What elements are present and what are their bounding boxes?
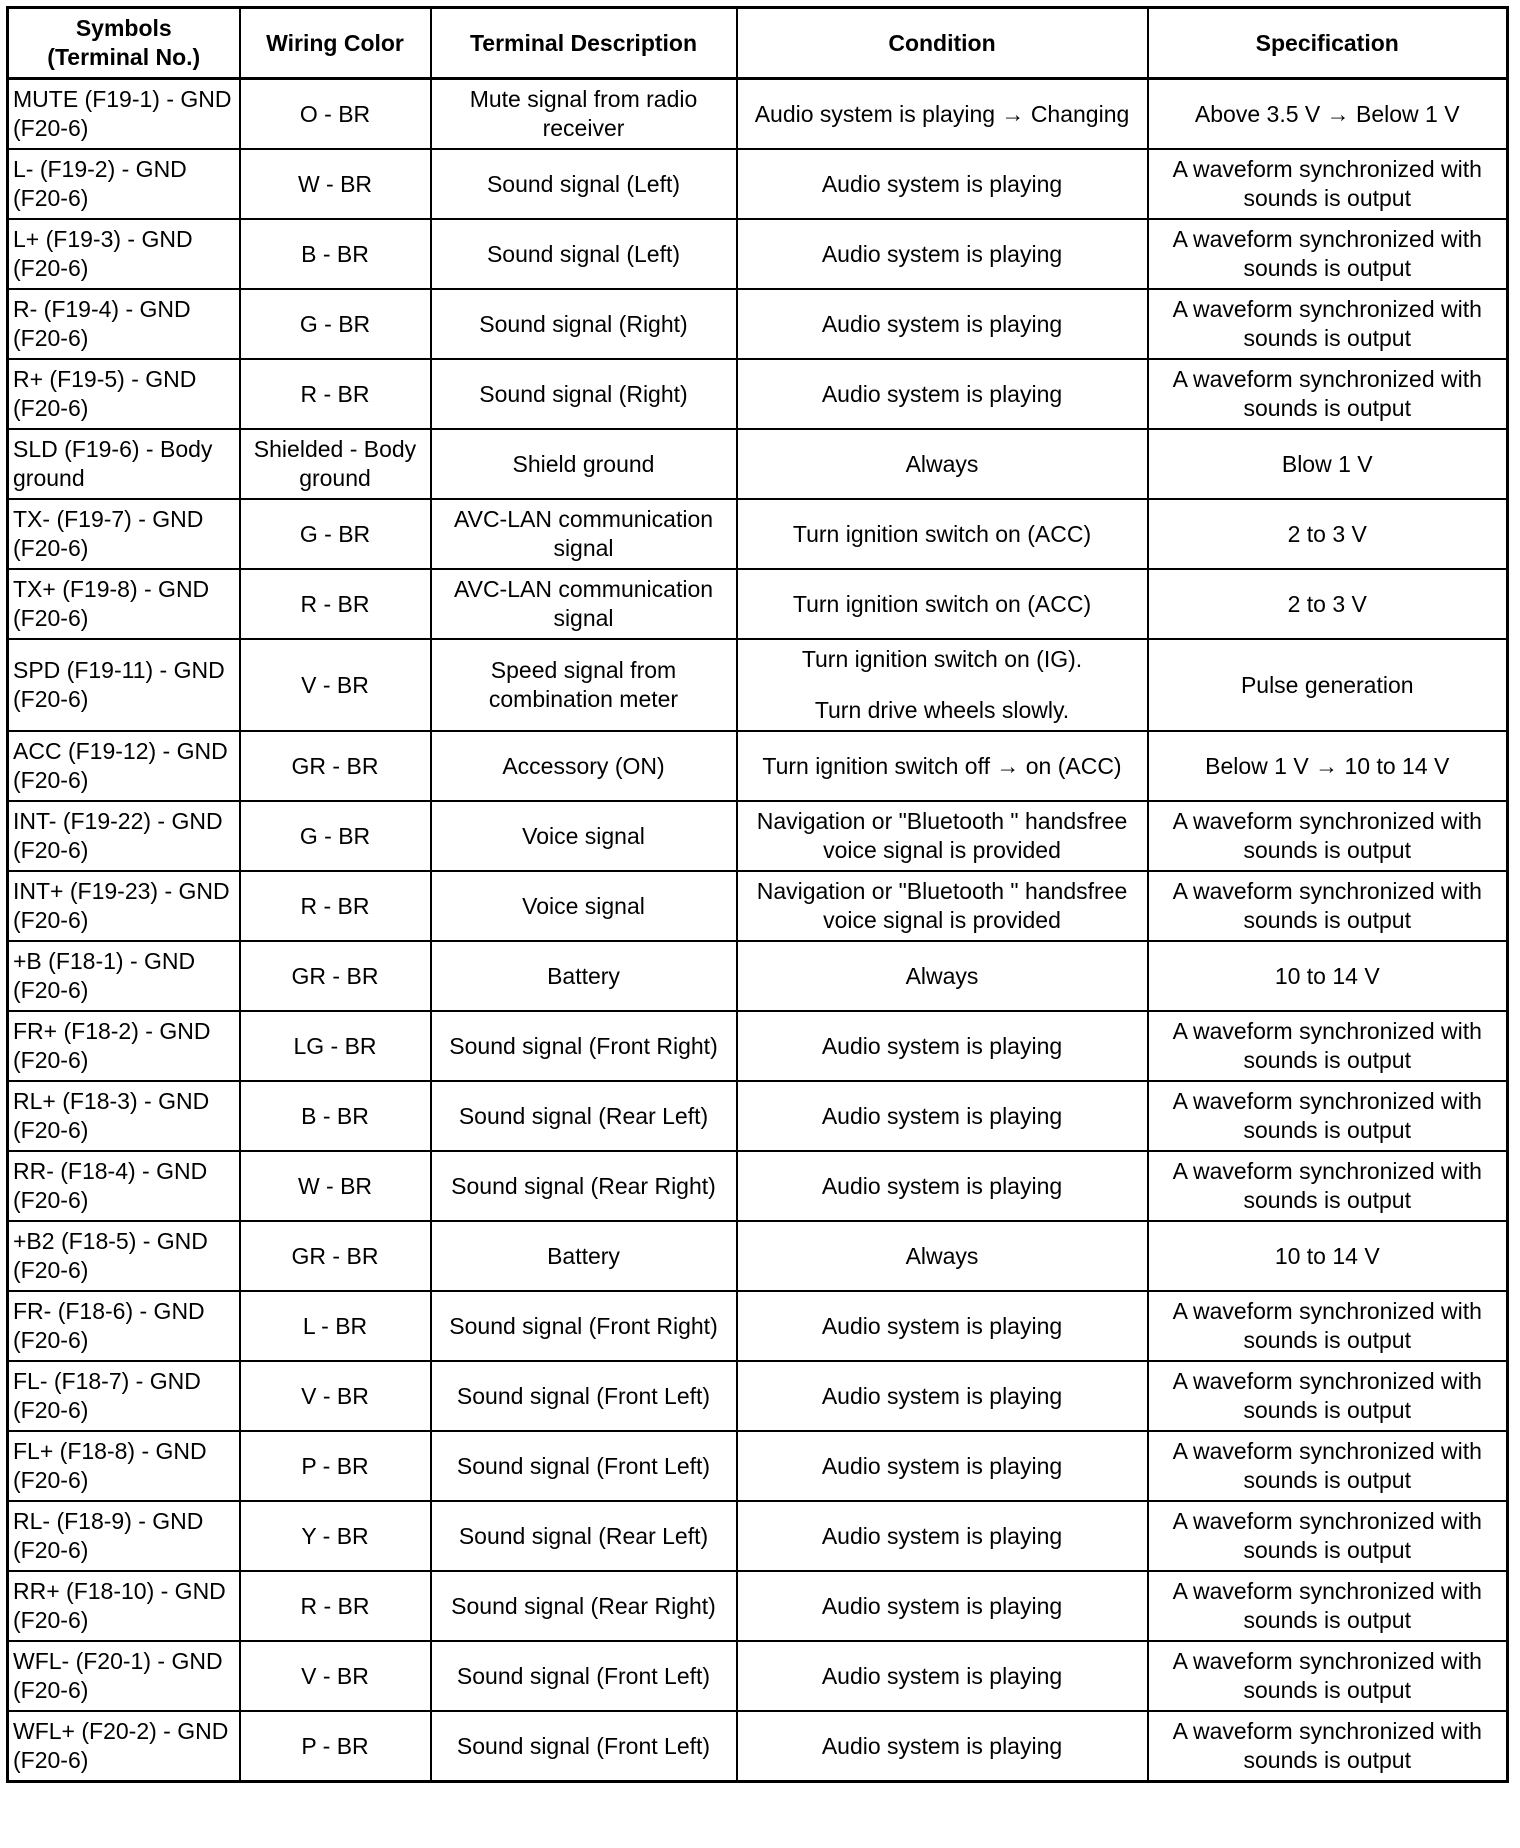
cell-specification: A waveform synchronized with sounds is output: [1148, 149, 1508, 219]
cell-wiring-color: V - BR: [240, 1361, 431, 1431]
cell-specification: A waveform synchronized with sounds is output: [1148, 1081, 1508, 1151]
cell-terminal-description: Sound signal (Rear Left): [431, 1081, 737, 1151]
cell-specification: A waveform synchronized with sounds is output: [1148, 1571, 1508, 1641]
cell-specification: Pulse generation: [1148, 639, 1508, 731]
cell-wiring-color: P - BR: [240, 1711, 431, 1782]
header-symbols-label: Symbols (Terminal No.): [47, 15, 201, 70]
table-row: [8, 79, 1508, 150]
cell-specification: Below 1 V → 10 to 14 V: [1148, 731, 1508, 801]
cell-terminal-description: AVC-LAN communication signal: [431, 569, 737, 639]
cell-specification: A waveform synchronized with sounds is output: [1148, 871, 1508, 941]
cell-condition: Turn ignition switch off → on (ACC): [737, 731, 1148, 801]
cell-wiring-color: L - BR: [240, 1291, 431, 1361]
cell-condition: Audio system is playing: [737, 219, 1148, 289]
cell-symbol: R+ (F19-5) - GND (F20-6): [8, 359, 240, 429]
table-row: [8, 1361, 1508, 1431]
cell-wiring-color: R - BR: [240, 569, 431, 639]
cell-condition: [737, 639, 1148, 731]
cell-condition: Audio system is playing: [737, 1501, 1148, 1571]
cell-condition: Navigation or "Bluetooth " handsfree voice signal is provided: [737, 801, 1148, 871]
cell-terminal-description: Shield ground: [431, 429, 737, 499]
condition-line: Turn ignition switch on (IG).: [801, 646, 1083, 672]
cell-specification: A waveform synchronized with sounds is output: [1148, 1011, 1508, 1081]
cell-wiring-color: P - BR: [240, 1431, 431, 1501]
cell-symbol: INT+ (F19-23) - GND (F20-6): [8, 871, 240, 941]
cell-symbol: RL+ (F18-3) - GND (F20-6): [8, 1081, 240, 1151]
cell-terminal-description: Mute signal from radio receiver: [431, 79, 737, 150]
cell-wiring-color: Y - BR: [240, 1501, 431, 1571]
cell-condition: Navigation or "Bluetooth " handsfree voice signal is provided: [737, 871, 1148, 941]
cell-symbol: FL- (F18-7) - GND (F20-6): [8, 1361, 240, 1431]
table-row: [8, 499, 1508, 569]
cell-terminal-description: Battery: [431, 941, 737, 1011]
table-row: [8, 871, 1508, 941]
cell-terminal-description: Battery: [431, 1221, 737, 1291]
cell-wiring-color: R - BR: [240, 1571, 431, 1641]
cell-specification: Above 3.5 V → Below 1 V: [1148, 79, 1508, 150]
table-row: [8, 1571, 1508, 1641]
cell-terminal-description: Sound signal (Rear Right): [431, 1571, 737, 1641]
table-row: [8, 731, 1508, 801]
table-row: [8, 1081, 1508, 1151]
cell-symbol: TX- (F19-7) - GND (F20-6): [8, 499, 240, 569]
terminal-table: [6, 6, 1509, 1783]
table-row: [8, 941, 1508, 1011]
cell-wiring-color: O - BR: [240, 79, 431, 150]
cell-terminal-description: Sound signal (Front Left): [431, 1431, 737, 1501]
cell-symbol: FR+ (F18-2) - GND (F20-6): [8, 1011, 240, 1081]
cell-terminal-description: Sound signal (Left): [431, 219, 737, 289]
cell-condition: Audio system is playing: [737, 1571, 1148, 1641]
table-header-row: [8, 8, 1508, 79]
cell-condition: Audio system is playing → Changing: [737, 79, 1148, 150]
table-body: [8, 79, 1508, 1782]
cell-terminal-description: Sound signal (Front Right): [431, 1011, 737, 1081]
table-row: [8, 639, 1508, 731]
cell-symbol: FL+ (F18-8) - GND (F20-6): [8, 1431, 240, 1501]
cell-terminal-description: Sound signal (Front Right): [431, 1291, 737, 1361]
cell-terminal-description: Speed signal from combination meter: [431, 639, 737, 731]
header-condition: Condition: [737, 8, 1148, 79]
cell-wiring-color: G - BR: [240, 289, 431, 359]
cell-wiring-color: G - BR: [240, 801, 431, 871]
cell-wiring-color: Shielded - Body ground: [240, 429, 431, 499]
cell-symbol: WFL- (F20-1) - GND (F20-6): [8, 1641, 240, 1711]
table-row: [8, 801, 1508, 871]
table-row: [8, 1151, 1508, 1221]
cell-condition: Turn ignition switch on (ACC): [737, 499, 1148, 569]
cell-symbol: MUTE (F19-1) - GND (F20-6): [8, 79, 240, 150]
cell-terminal-description: Accessory (ON): [431, 731, 737, 801]
header-wiring-color: Wiring Color: [240, 8, 431, 79]
table-row: [8, 1431, 1508, 1501]
cell-wiring-color: G - BR: [240, 499, 431, 569]
cell-condition: Audio system is playing: [737, 1361, 1148, 1431]
cell-symbol: RR- (F18-4) - GND (F20-6): [8, 1151, 240, 1221]
cell-terminal-description: Sound signal (Right): [431, 359, 737, 429]
cell-condition: Always: [737, 429, 1148, 499]
cell-symbol: INT- (F19-22) - GND (F20-6): [8, 801, 240, 871]
cell-condition: Turn ignition switch on (ACC): [737, 569, 1148, 639]
cell-condition: Always: [737, 941, 1148, 1011]
header-symbols: [8, 8, 240, 79]
cell-terminal-description: Sound signal (Rear Left): [431, 1501, 737, 1571]
condition-line: Turn drive wheels slowly.: [814, 697, 1070, 723]
cell-condition: Audio system is playing: [737, 1431, 1148, 1501]
table-row: [8, 569, 1508, 639]
cell-condition: Audio system is playing: [737, 1641, 1148, 1711]
cell-wiring-color: B - BR: [240, 1081, 431, 1151]
cell-condition: Audio system is playing: [737, 359, 1148, 429]
cell-terminal-description: Sound signal (Front Left): [431, 1641, 737, 1711]
cell-wiring-color: LG - BR: [240, 1011, 431, 1081]
cell-wiring-color: GR - BR: [240, 941, 431, 1011]
table-row: [8, 1011, 1508, 1081]
cell-condition: Audio system is playing: [737, 1291, 1148, 1361]
cell-symbol: +B (F18-1) - GND (F20-6): [8, 941, 240, 1011]
cell-wiring-color: GR - BR: [240, 1221, 431, 1291]
cell-condition: Audio system is playing: [737, 149, 1148, 219]
cell-symbol: FR- (F18-6) - GND (F20-6): [8, 1291, 240, 1361]
cell-specification: A waveform synchronized with sounds is output: [1148, 289, 1508, 359]
cell-specification: A waveform synchronized with sounds is output: [1148, 1291, 1508, 1361]
table-row: [8, 429, 1508, 499]
cell-symbol: RL- (F18-9) - GND (F20-6): [8, 1501, 240, 1571]
cell-specification: A waveform synchronized with sounds is output: [1148, 1501, 1508, 1571]
cell-specification: A waveform synchronized with sounds is output: [1148, 359, 1508, 429]
cell-wiring-color: W - BR: [240, 149, 431, 219]
table-row: [8, 1221, 1508, 1291]
cell-symbol: SPD (F19-11) - GND (F20-6): [8, 639, 240, 731]
cell-terminal-description: Sound signal (Front Left): [431, 1711, 737, 1782]
cell-terminal-description: Voice signal: [431, 801, 737, 871]
cell-symbol: L- (F19-2) - GND (F20-6): [8, 149, 240, 219]
cell-symbol: SLD (F19-6) - Body ground: [8, 429, 240, 499]
cell-condition: Audio system is playing: [737, 1081, 1148, 1151]
cell-wiring-color: R - BR: [240, 359, 431, 429]
cell-condition: Audio system is playing: [737, 1711, 1148, 1782]
table-row: [8, 359, 1508, 429]
cell-specification: A waveform synchronized with sounds is output: [1148, 1431, 1508, 1501]
cell-specification: 10 to 14 V: [1148, 1221, 1508, 1291]
table-row: [8, 219, 1508, 289]
cell-specification: A waveform synchronized with sounds is output: [1148, 1151, 1508, 1221]
cell-condition: Audio system is playing: [737, 1151, 1148, 1221]
cell-terminal-description: Sound signal (Left): [431, 149, 737, 219]
cell-specification: 2 to 3 V: [1148, 569, 1508, 639]
table-row: [8, 1501, 1508, 1571]
table-row: [8, 289, 1508, 359]
cell-terminal-description: Sound signal (Right): [431, 289, 737, 359]
cell-specification: 2 to 3 V: [1148, 499, 1508, 569]
cell-condition: Audio system is playing: [737, 289, 1148, 359]
cell-wiring-color: V - BR: [240, 1641, 431, 1711]
cell-terminal-description: AVC-LAN communication signal: [431, 499, 737, 569]
cell-terminal-description: Sound signal (Rear Right): [431, 1151, 737, 1221]
cell-specification: A waveform synchronized with sounds is output: [1148, 1361, 1508, 1431]
cell-specification: 10 to 14 V: [1148, 941, 1508, 1011]
cell-symbol: L+ (F19-3) - GND (F20-6): [8, 219, 240, 289]
cell-specification: A waveform synchronized with sounds is output: [1148, 219, 1508, 289]
cell-symbol: RR+ (F18-10) - GND (F20-6): [8, 1571, 240, 1641]
cell-wiring-color: GR - BR: [240, 731, 431, 801]
cell-symbol: +B2 (F18-5) - GND (F20-6): [8, 1221, 240, 1291]
cell-symbol: TX+ (F19-8) - GND (F20-6): [8, 569, 240, 639]
cell-specification: A waveform synchronized with sounds is output: [1148, 1711, 1508, 1782]
cell-condition: Audio system is playing: [737, 1011, 1148, 1081]
cell-wiring-color: R - BR: [240, 871, 431, 941]
cell-symbol: ACC (F19-12) - GND (F20-6): [8, 731, 240, 801]
cell-wiring-color: B - BR: [240, 219, 431, 289]
cell-wiring-color: W - BR: [240, 1151, 431, 1221]
header-terminal-description: Terminal Description: [431, 8, 737, 79]
cell-terminal-description: Voice signal: [431, 871, 737, 941]
cell-condition: Always: [737, 1221, 1148, 1291]
cell-specification: A waveform synchronized with sounds is output: [1148, 1641, 1508, 1711]
cell-specification: Blow 1 V: [1148, 429, 1508, 499]
cell-wiring-color: V - BR: [240, 639, 431, 731]
header-specification: Specification: [1148, 8, 1508, 79]
table-row: [8, 1641, 1508, 1711]
cell-symbol: R- (F19-4) - GND (F20-6): [8, 289, 240, 359]
cell-terminal-description: Sound signal (Front Left): [431, 1361, 737, 1431]
cell-specification: A waveform synchronized with sounds is output: [1148, 801, 1508, 871]
table-row: [8, 1291, 1508, 1361]
table-row: [8, 149, 1508, 219]
table-row: [8, 1711, 1508, 1782]
cell-symbol: WFL+ (F20-2) - GND (F20-6): [8, 1711, 240, 1782]
